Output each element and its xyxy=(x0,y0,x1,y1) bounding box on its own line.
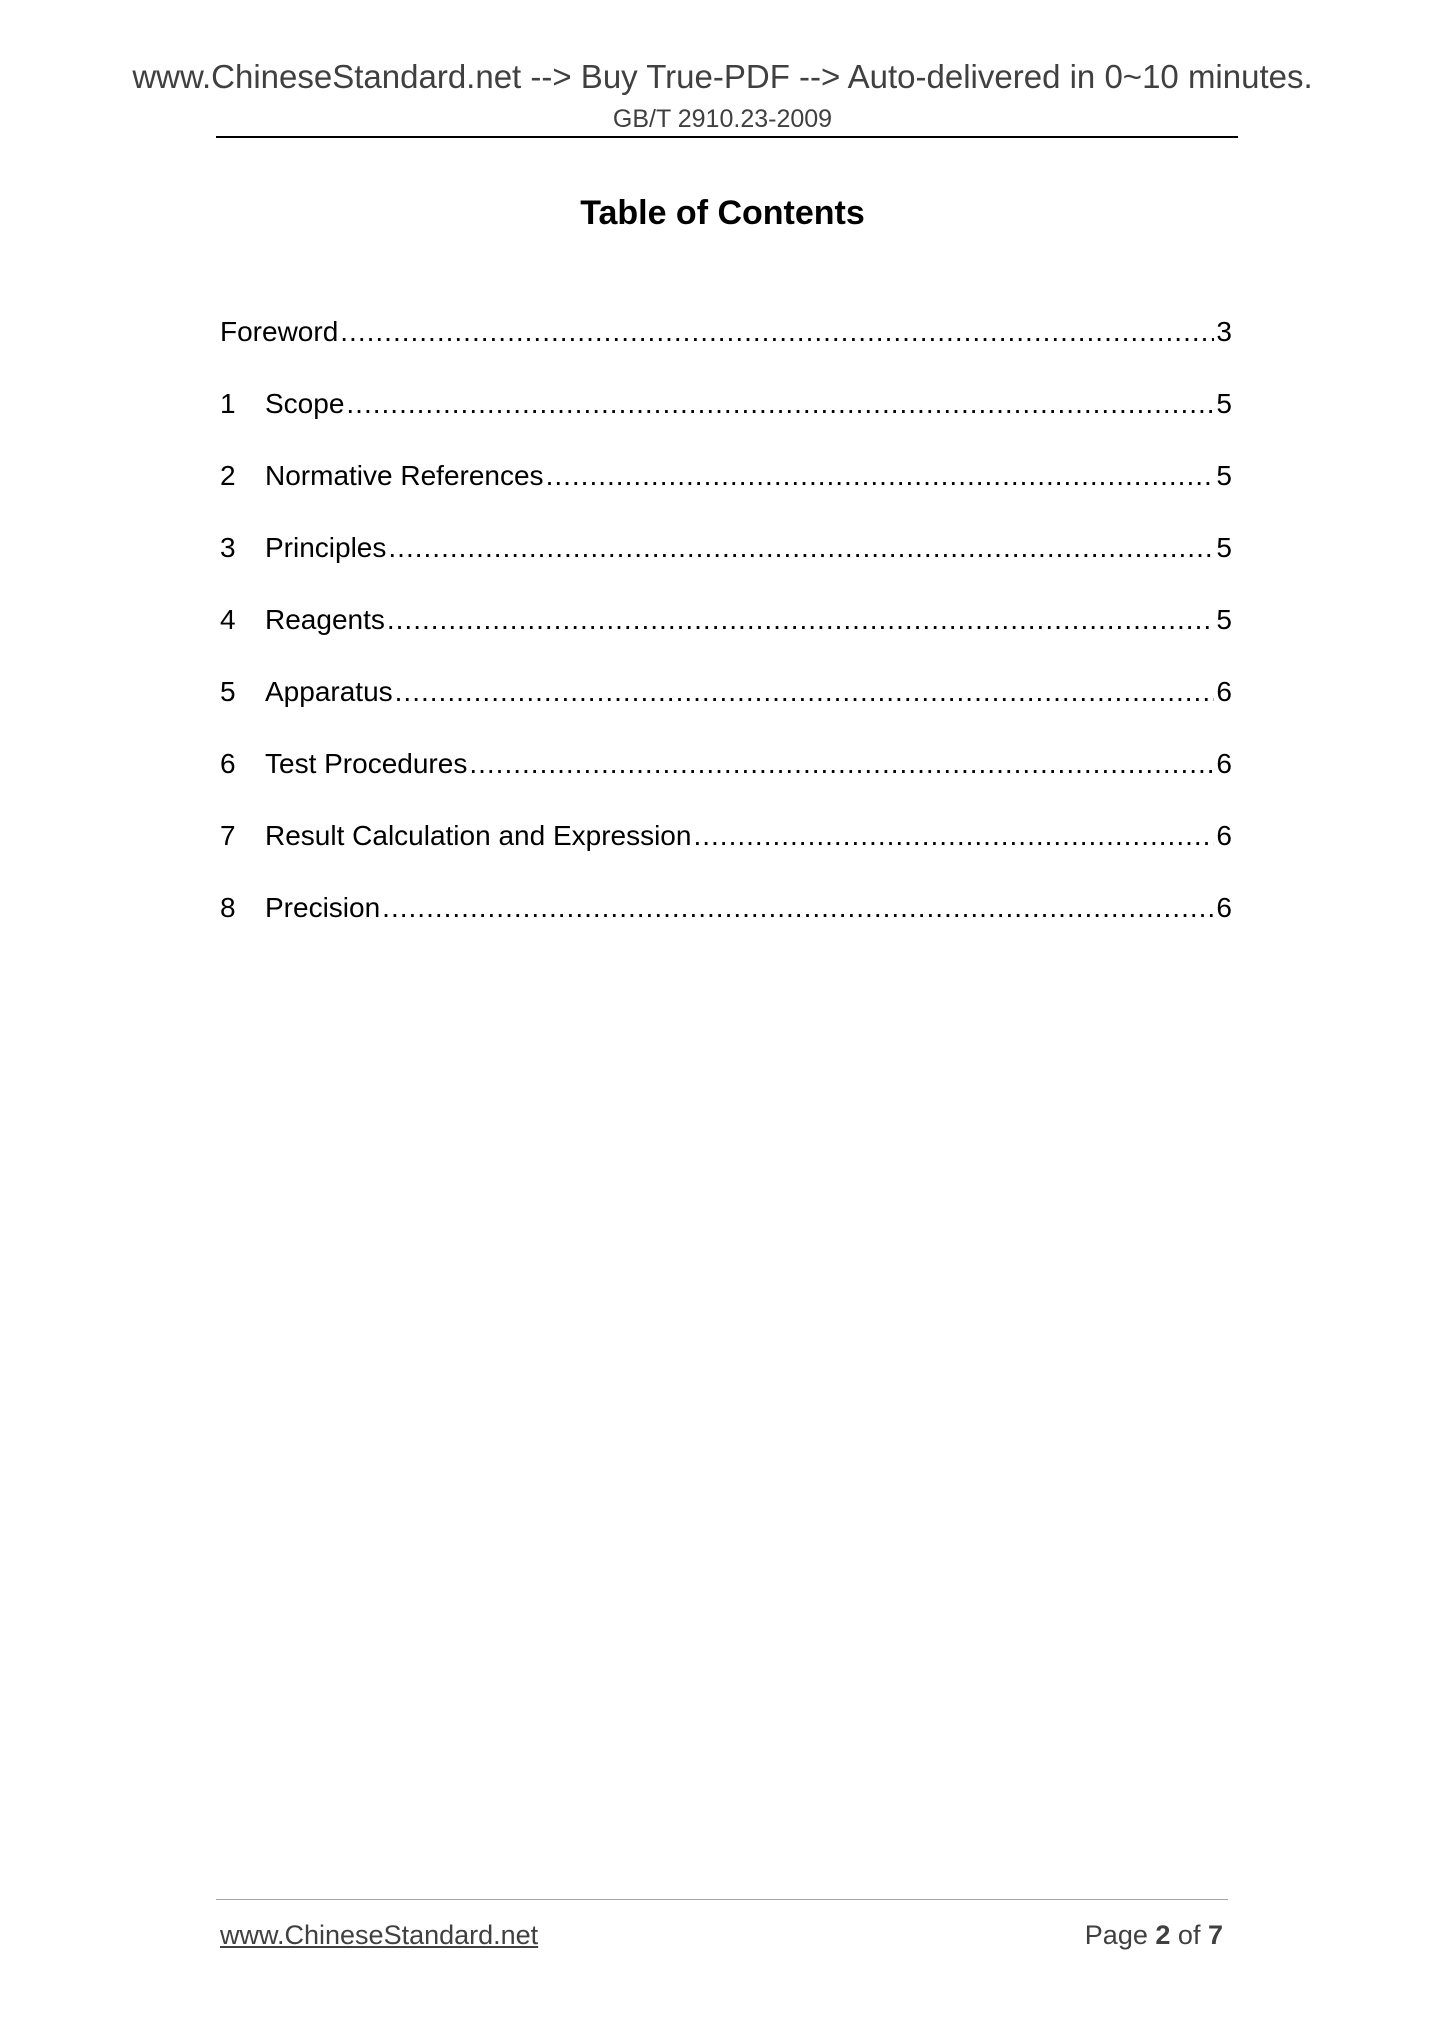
toc-entry-precision[interactable] xyxy=(220,888,1232,960)
current-page-number: 2 xyxy=(1155,1920,1171,1950)
toc-entry-principles[interactable] xyxy=(220,528,1232,600)
toc-entry-number: 5 xyxy=(220,676,236,707)
toc-entry-number: 3 xyxy=(220,532,236,563)
page-indicator xyxy=(1085,1918,1223,1952)
total-pages-number: 7 xyxy=(1207,1920,1223,1950)
toc-entry-label: Principles xyxy=(265,532,387,563)
footer-divider xyxy=(216,1899,1228,1900)
toc-entry-label: Result Calculation and Expression xyxy=(265,820,692,851)
toc-entry-page: 6 xyxy=(1216,676,1232,707)
toc-entry-label: Foreword xyxy=(220,316,339,347)
dot-leader xyxy=(388,528,1214,568)
toc-entry-result-calculation[interactable] xyxy=(220,816,1232,888)
toc-entry-foreword[interactable] xyxy=(220,312,1232,384)
dot-leader xyxy=(387,600,1215,640)
dot-leader xyxy=(693,816,1214,856)
dot-leader xyxy=(395,672,1215,712)
toc-entry-label: Test Procedures xyxy=(265,748,468,779)
toc-entry-test-procedures[interactable] xyxy=(220,744,1232,816)
page-separator: of xyxy=(1177,1920,1201,1950)
toc-entry-normative-references[interactable] xyxy=(220,456,1232,528)
toc-entry-number: 4 xyxy=(220,604,236,635)
toc-entry-number: 2 xyxy=(220,460,236,491)
toc-entry-page: 5 xyxy=(1216,388,1232,419)
toc-entry-label: Precision xyxy=(265,892,381,923)
toc-title: Table of Contents xyxy=(580,194,865,232)
toc-entry-page: 6 xyxy=(1216,892,1232,923)
toc-entry-scope[interactable] xyxy=(220,384,1232,456)
toc-entry-label: Normative References xyxy=(265,460,544,491)
toc-entry-page: 6 xyxy=(1216,748,1232,779)
dot-leader xyxy=(340,312,1214,352)
toc-entry-page: 5 xyxy=(1216,460,1232,491)
toc-entry-label: Scope xyxy=(265,388,345,419)
toc-entry-page: 5 xyxy=(1216,532,1232,563)
page-prefix: Page xyxy=(1084,1920,1148,1950)
toc-entry-page: 6 xyxy=(1216,820,1232,851)
toc-entry-page: 3 xyxy=(1216,316,1232,347)
toc-entry-page: 5 xyxy=(1216,604,1232,635)
dot-leader xyxy=(546,456,1215,496)
dot-leader xyxy=(469,744,1214,784)
toc-entry-number: 1 xyxy=(220,388,236,419)
dot-leader xyxy=(382,888,1214,928)
toc-entry-label: Reagents xyxy=(265,604,385,635)
toc-entry-label: Apparatus xyxy=(265,676,393,707)
dot-leader xyxy=(346,384,1214,424)
toc-entry-number: 6 xyxy=(220,748,236,779)
header-banner: www.ChineseStandard.net --> Buy True-PDF --> Auto-delivered in 0~10 minutes. xyxy=(132,58,1313,95)
toc-entry-number: 8 xyxy=(220,892,236,923)
footer-site-link[interactable]: www.ChineseStandard.net xyxy=(220,1920,539,1950)
standard-code: GB/T 2910.23-2009 xyxy=(612,105,833,133)
table-of-contents xyxy=(220,312,1232,960)
toc-entry-reagents[interactable] xyxy=(220,600,1232,672)
toc-entry-number: 7 xyxy=(220,820,236,851)
header-divider xyxy=(216,136,1238,138)
toc-entry-apparatus[interactable] xyxy=(220,672,1232,744)
